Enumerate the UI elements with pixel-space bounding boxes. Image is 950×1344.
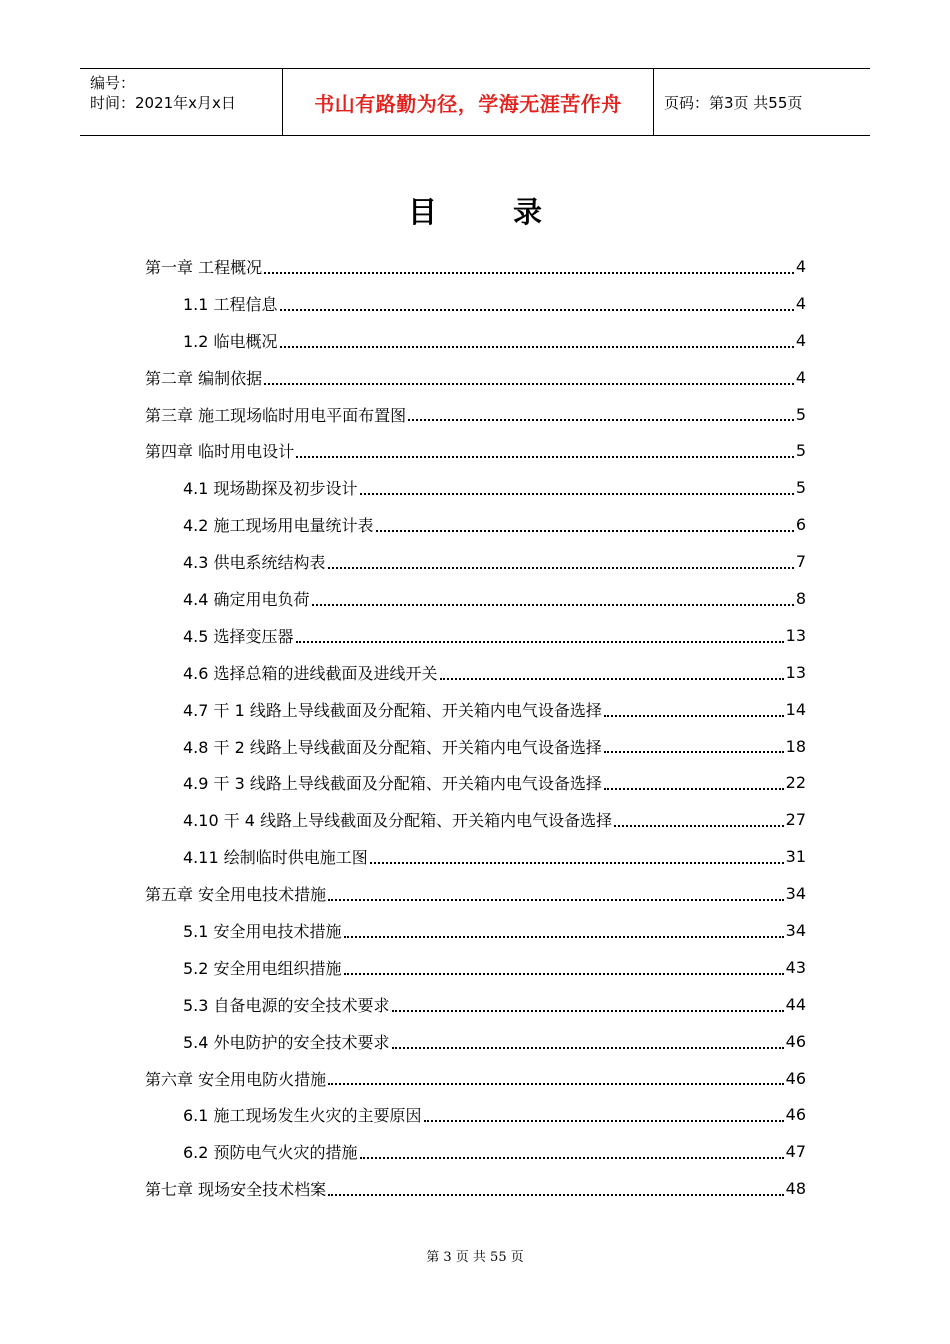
toc-entry-title: 第五章 安全用电技术措施 [145, 885, 327, 905]
dot-leader [614, 824, 784, 827]
toc-entry-page: 46 [785, 1105, 806, 1125]
toc-entry-page: 31 [785, 847, 806, 867]
toc-entry-page: 46 [785, 1031, 806, 1051]
toc-entry-title: 第二章 编制依据 [145, 368, 263, 388]
dot-leader [604, 714, 784, 717]
toc-entry-page: 27 [785, 810, 806, 830]
toc-entry-page: 14 [785, 699, 806, 719]
toc-entry[interactable] [145, 1133, 806, 1170]
toc-entry[interactable] [145, 875, 806, 912]
document-date: 时间：2021年x月x日 [90, 94, 236, 112]
toc-entry-title: 4.7 干 1 线路上导线截面及分配箱、开关箱内电气设备选择 [183, 700, 602, 720]
dot-leader [296, 455, 794, 458]
toc-entry-title: 4.9 干 3 线路上导线截面及分配箱、开关箱内电气设备选择 [183, 774, 602, 794]
toc-entry-page: 6 [795, 515, 806, 535]
toc-entry-page: 4 [795, 367, 806, 387]
toc-entry-title: 4.6 选择总箱的进线截面及进线开关 [183, 663, 438, 683]
dot-leader [328, 898, 784, 901]
dot-leader [328, 566, 794, 569]
toc-entry[interactable] [145, 912, 806, 949]
dot-leader [264, 271, 794, 274]
toc-entry-title: 4.3 供电系统结构表 [183, 553, 326, 573]
toc-entry[interactable] [145, 432, 806, 469]
toc-entry[interactable] [145, 322, 806, 359]
toc-entry[interactable] [145, 1060, 806, 1097]
toc-entry-page: 13 [785, 625, 806, 645]
toc-entry-title: 5.2 安全用电组织措施 [183, 958, 342, 978]
toc-entry-page: 18 [785, 736, 806, 756]
table-of-contents [145, 248, 806, 1207]
toc-entry-page: 8 [795, 588, 806, 608]
toc-entry-title: 4.5 选择变压器 [183, 626, 294, 646]
toc-entry-title: 5.4 外电防护的安全技术要求 [183, 1032, 390, 1052]
toc-entry[interactable] [145, 728, 806, 765]
dot-leader [604, 750, 784, 753]
toc-entry-title: 1.2 临电概况 [183, 331, 278, 351]
dot-leader [312, 603, 794, 606]
toc-entry-page: 5 [795, 441, 806, 461]
dot-leader [280, 308, 794, 311]
toc-entry-page: 4 [795, 293, 806, 313]
toc-entry-title: 第一章 工程概况 [145, 257, 263, 277]
toc-entry-title: 4.4 确定用电负荷 [183, 589, 310, 609]
toc-entry[interactable] [145, 764, 806, 801]
toc-entry[interactable] [145, 506, 806, 543]
toc-entry-page: 47 [785, 1142, 806, 1162]
toc-entry[interactable] [145, 1023, 806, 1060]
toc-entry[interactable] [145, 801, 806, 838]
toc-entry[interactable] [145, 580, 806, 617]
toc-entry[interactable] [145, 248, 806, 285]
dot-leader [392, 1046, 784, 1049]
toc-entry[interactable] [145, 396, 806, 433]
dot-leader [360, 492, 794, 495]
toc-entry-title: 6.1 施工现场发生火灾的主要原因 [183, 1106, 422, 1126]
toc-entry[interactable] [145, 617, 806, 654]
toc-entry-title: 4.2 施工现场用电量统计表 [183, 516, 374, 536]
toc-entry-page: 46 [785, 1068, 806, 1088]
toc-entry-title: 1.1 工程信息 [183, 294, 278, 314]
dot-leader [604, 787, 784, 790]
dot-leader [440, 677, 784, 680]
toc-entry-title: 4.11 绘制临时供电施工图 [183, 848, 368, 868]
header-page-info: 页码：第3页 共55页 [664, 93, 803, 112]
dot-leader [280, 345, 794, 348]
dot-leader [296, 640, 784, 643]
toc-entry[interactable] [145, 949, 806, 986]
toc-entry-title: 第四章 临时用电设计 [145, 442, 295, 462]
dot-leader [344, 935, 784, 938]
toc-entry-page: 34 [785, 884, 806, 904]
page-footer: 第 3 页 共 55 页 [426, 1250, 524, 1265]
dot-leader [328, 1082, 784, 1085]
toc-entry-page: 48 [785, 1179, 806, 1199]
toc-entry-title: 第六章 安全用电防火措施 [145, 1069, 327, 1089]
toc-entry-page: 7 [795, 552, 806, 572]
dot-leader [408, 418, 794, 421]
toc-entry-title: 第七章 现场安全技术档案 [145, 1180, 327, 1200]
toc-entry-page: 43 [785, 957, 806, 977]
toc-entry-page: 22 [785, 773, 806, 793]
toc-entry-title: 第三章 施工现场临时用电平面布置图 [145, 405, 407, 425]
header-meta [80, 69, 282, 135]
toc-entry[interactable] [145, 1170, 806, 1207]
toc-entry[interactable] [145, 469, 806, 506]
toc-entry[interactable] [145, 1096, 806, 1133]
toc-entry-title: 6.2 预防电气火灾的措施 [183, 1143, 358, 1163]
toc-entry[interactable] [145, 838, 806, 875]
toc-entry[interactable] [145, 654, 806, 691]
page-title: 目录 [407, 195, 618, 229]
toc-entry[interactable] [145, 285, 806, 322]
header-motto: 书山有路勤为径，学海无涯苦作舟 [282, 69, 654, 135]
dot-leader [370, 861, 784, 864]
dot-leader [344, 972, 784, 975]
dot-leader [392, 1009, 784, 1012]
toc-entry[interactable] [145, 543, 806, 580]
toc-entry-title: 4.8 干 2 线路上导线截面及分配箱、开关箱内电气设备选择 [183, 737, 602, 757]
toc-entry[interactable] [145, 359, 806, 396]
toc-entry-page: 4 [795, 330, 806, 350]
toc-entry-page: 34 [785, 920, 806, 940]
toc-entry[interactable] [145, 691, 806, 728]
toc-entry-page: 5 [795, 404, 806, 424]
toc-entry-title: 4.1 现场勘探及初步设计 [183, 479, 358, 499]
dot-leader [264, 382, 794, 385]
toc-entry-page: 5 [795, 478, 806, 498]
toc-entry-page: 13 [785, 662, 806, 682]
toc-entry-page: 4 [795, 256, 806, 276]
dot-leader [328, 1193, 784, 1196]
dot-leader [360, 1156, 784, 1159]
document-number-label: 编号： [90, 74, 136, 92]
toc-entry[interactable] [145, 986, 806, 1023]
toc-entry-title: 4.10 干 4 线路上导线截面及分配箱、开关箱内电气设备选择 [183, 811, 613, 831]
page-header [80, 68, 870, 136]
dot-leader [424, 1119, 784, 1122]
toc-entry-title: 5.1 安全用电技术措施 [183, 921, 342, 941]
toc-entry-title: 5.3 自备电源的安全技术要求 [183, 995, 390, 1015]
toc-entry-page: 44 [785, 994, 806, 1014]
dot-leader [376, 529, 794, 532]
